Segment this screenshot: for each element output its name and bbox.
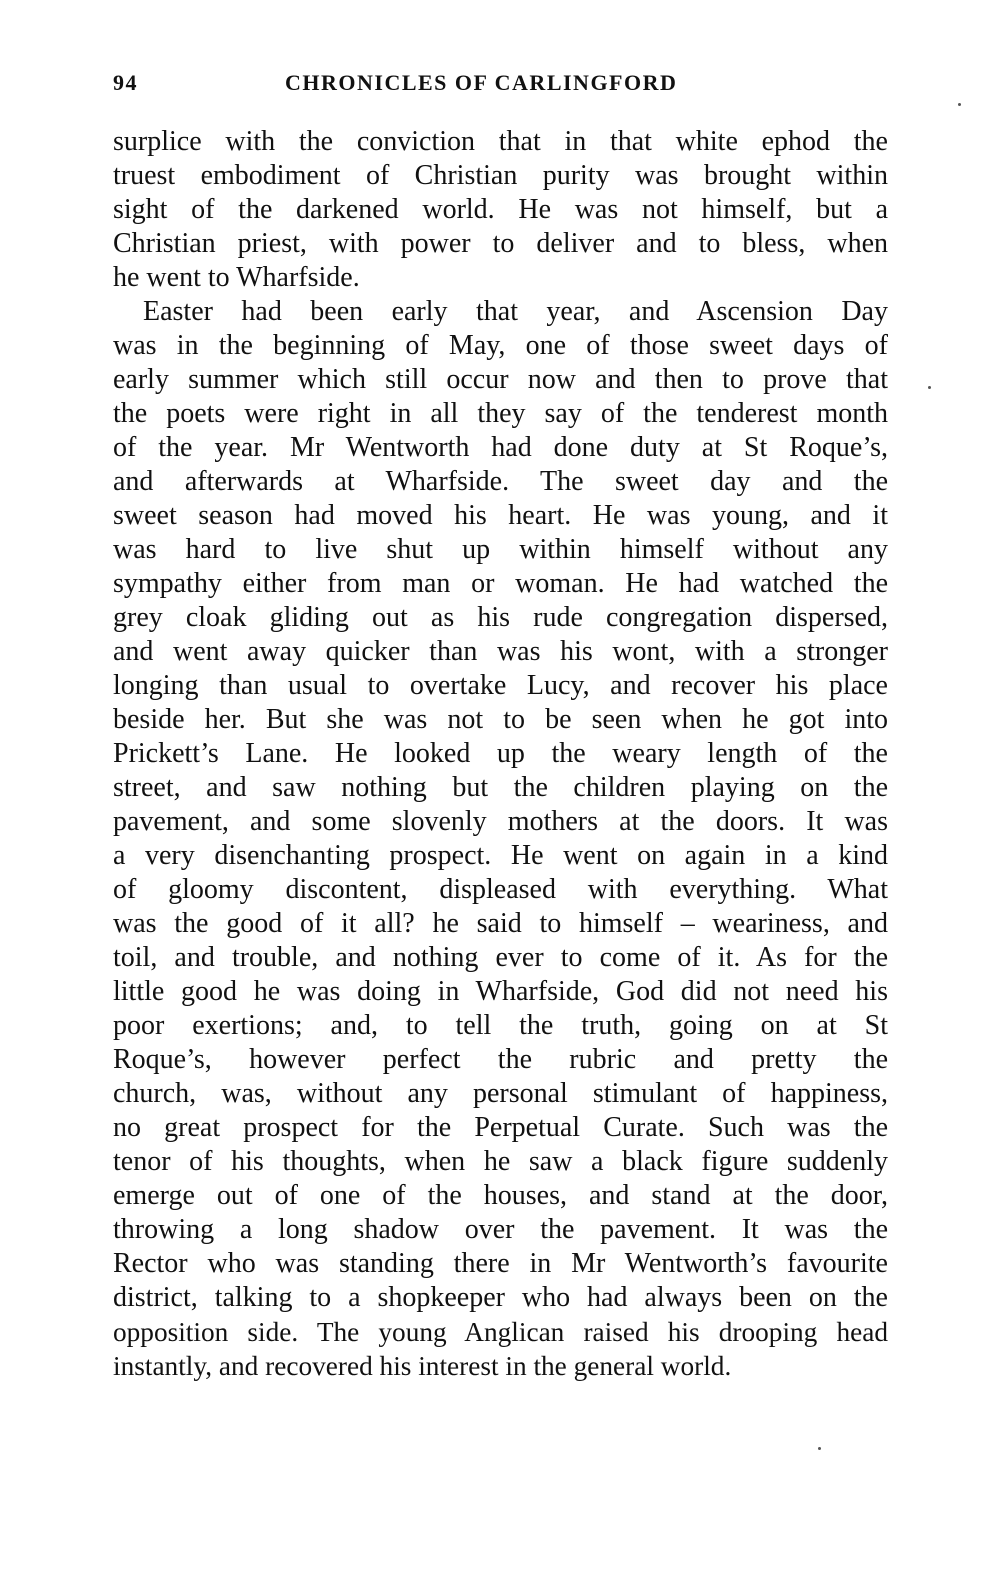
text-line: no great prospect for the Perpetual Curate. Such was the [113, 1112, 888, 1143]
text-line: truest embodiment of Christian purity was brought within [113, 160, 888, 191]
text-line: Easter had been early that year, and Ascension Day [143, 296, 888, 327]
running-head [113, 70, 888, 104]
text-line: emerge out of one of the houses, and stand at the door, [113, 1180, 888, 1211]
text-line: instantly, and recovered his interest in the general world. [113, 1351, 732, 1381]
text-line: was hard to live shut up within himself without any [113, 534, 888, 565]
text-line: Roque’s, however perfect the rubric and pretty the [113, 1044, 888, 1075]
text-line: sight of the darkened world. He was not himself, but a [113, 194, 888, 225]
text-line: throwing a long shadow over the pavement. It was the [113, 1214, 888, 1245]
body-text [113, 125, 888, 1383]
text-line: toil, and trouble, and nothing ever to come of it. As for the [113, 942, 888, 973]
text-line: and went away quicker than was his wont, with a stronger [113, 636, 888, 667]
text-line: the poets were right in all they say of the tenderest month [113, 398, 888, 429]
text-line: Rector who was standing there in Mr Wentworth’s favourite [113, 1248, 888, 1279]
text-line: pavement, and some slovenly mothers at the doors. It was [113, 806, 888, 837]
text-line: tenor of his thoughts, when he saw a black figure suddenly [113, 1146, 888, 1177]
text-line: street, and saw nothing but the children playing on the [113, 772, 888, 803]
text-line: beside her. But she was not to be seen when he got into [113, 704, 888, 735]
text-line: opposition side. The young Anglican raised his drooping head [113, 1317, 888, 1347]
text-line: surplice with the conviction that in that white ephod the [113, 126, 888, 157]
scan-speck [928, 386, 931, 389]
text-line: was in the beginning of May, one of those sweet days of [113, 330, 888, 361]
text-line: church, was, without any personal stimulant of happiness, [113, 1078, 888, 1109]
text-line: poor exertions; and, to tell the truth, going on at St [113, 1010, 888, 1041]
text-line: of gloomy discontent, displeased with everything. What [113, 874, 888, 905]
text-line: was the good of it all? he said to himself – weariness, and [113, 908, 888, 939]
text-line: early summer which still occur now and then to prove that [113, 364, 888, 395]
text-line: little good he was doing in Wharfside, God did not need his [113, 976, 888, 1007]
text-line: sympathy either from man or woman. He had watched the [113, 568, 888, 599]
text-line: Christian priest, with power to deliver and to bless, when [113, 228, 888, 259]
book-title: CHRONICLES OF CARLINGFORD [285, 70, 678, 95]
text-line: a very disenchanting prospect. He went on again in a kind [113, 840, 888, 871]
page-number: 94 [113, 70, 138, 95]
scan-speck [818, 1447, 821, 1450]
text-line: grey cloak gliding out as his rude congregation dispersed, [113, 602, 888, 633]
text-line: he went to Wharfside. [113, 262, 360, 293]
text-line: sweet season had moved his heart. He was young, and it [113, 500, 888, 531]
text-line: district, talking to a shopkeeper who had always been on the [113, 1282, 888, 1313]
scan-speck [958, 103, 961, 106]
text-line: and afterwards at Wharfside. The sweet day and the [113, 466, 888, 497]
text-line: longing than usual to overtake Lucy, and recover his place [113, 670, 888, 701]
text-line: of the year. Mr Wentworth had done duty at St Roque’s, [113, 432, 888, 463]
text-line: Prickett’s Lane. He looked up the weary length of the [113, 738, 888, 769]
